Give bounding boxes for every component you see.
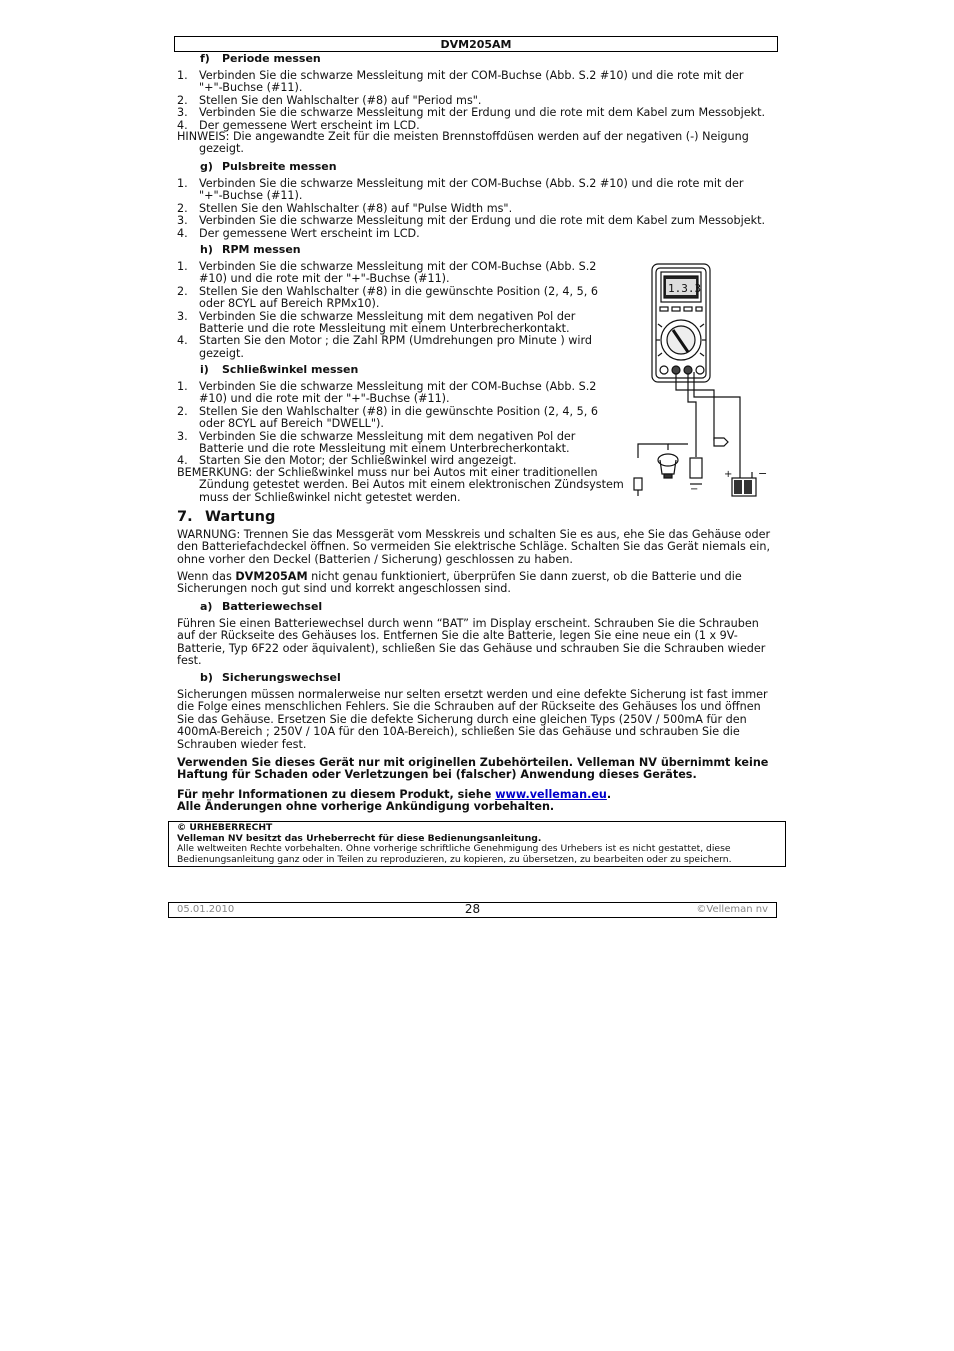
wartung-warning: WARNUNG: Trennen Sie das Messgerät vom Messkreis und schalten Sie es aus, ehe Sie das Gehäuse oder den Batteriefachdeckel öffnen. So vermeiden Sie elektrische Schläge. Schalten Sie das Gerät niemals ein, ohne vorher den Deckel (Batterien / Sicherung) geschlossen zu haben.: [177, 528, 771, 566]
wartung-paragraph: Wenn das DVM205AM nicht genau funktioniert, überprüfen Sie dann zuerst, ob die Batterie und die Sicherungen noch gut sind und korrekt angeschlossen sind.: [177, 570, 742, 596]
section-b-text: Sicherungen müssen normalerweise nur selten ersetzt werden und eine defekte Sicherung ist fast immer die Folge eines menschlichen Fehlers. Sie die Schrauben auf der Rückseite des Gehäuses los und öffnen Sie das Gehäuse. Ersetzen Sie die defekte Sicherung durch eine gleichen Typs (250V / 500mA für den 400mA-Bereich ; 250V / 10A für den 10A-Bereich), schließen Sie das Gehäuse und schrauben Sie die Schrauben wieder fest.: [177, 688, 768, 751]
multimeter-wiring-diagram-icon: [628, 262, 774, 502]
section-i-list: [177, 381, 611, 468]
section-a-letter: a): [200, 600, 213, 613]
section-i-letter: i): [200, 363, 209, 376]
changes-note: Alle Änderungen ohne vorherige Ankündigung vorbehalten.: [177, 800, 555, 813]
list-item: 3. Verbinden Sie die schwarze Messleitung mit dem negativen Pol der Batterie und die rote Messleitung mit einem Unterbrecherkontakt.: [177, 309, 576, 336]
wiring-diagram-svg: [628, 262, 774, 502]
svg-text:1.3.3: 1.3.3: [668, 282, 702, 295]
list-item: 4. Der gemessene Wert erscheint im LCD.: [177, 118, 420, 132]
section-g-list: [177, 178, 769, 240]
section-7-heading: [177, 509, 275, 525]
product-name: DVM205AM: [235, 570, 308, 583]
velleman-link[interactable]: www.velleman.eu: [495, 788, 607, 801]
svg-text:−: −: [690, 484, 699, 495]
section-g-letter: g): [200, 160, 213, 173]
section-g-title: Pulsbreite messen: [222, 160, 337, 173]
copyright-title: © URHEBERRECHT: [177, 822, 273, 833]
section-i-heading: [200, 364, 358, 376]
info-note: Für mehr Informationen zu diesem Produkt, siehe www.velleman.eu.: [177, 788, 612, 801]
page-footer: [168, 902, 777, 918]
footer-copyright: ©Velleman nv: [696, 904, 768, 915]
list-item: 1. Verbinden Sie die schwarze Messleitung mit der COM-Buchse (Abb. S.2 #10) und die rote mit der "+"-Buchse (#11).: [177, 177, 744, 203]
section-h-heading: [200, 244, 301, 256]
copyright-subtitle: Velleman NV besitzt das Urheberrecht für diese Bedienungsanleitung.: [177, 832, 542, 844]
copyright-text: Alle weltweiten Rechte vorbehalten. Ohne vorherige schriftliche Genehmigung des Urhebers ist es nicht gestattet, diese Bedienungsanleitung ganz oder in Teilen zu reproduzieren, zu kopieren, zu übersetzen, zu bearbeiten oder zu speichern.: [177, 843, 732, 865]
section-i-title: Schließwinkel messen: [222, 363, 359, 376]
header-title: DVM205AM: [440, 38, 512, 51]
section-f-heading: [200, 53, 321, 65]
section-7-title: Wartung: [205, 509, 276, 525]
section-7-number: 7.: [177, 509, 193, 525]
list-item: 2. Stellen Sie den Wahlschalter (#8) auf "Period ms".: [177, 93, 482, 107]
section-h-letter: h): [200, 243, 213, 256]
list-item: 3. Verbinden Sie die schwarze Messleitung mit der Erdung und die rote mit dem Kabel zum Messobjekt.: [177, 106, 766, 120]
section-f-letter: f): [200, 52, 210, 65]
list-item: 1. Verbinden Sie die schwarze Messleitung mit der COM-Buchse (Abb. S.2 #10) und die rote mit der "+"-Buchse (#11).: [177, 69, 744, 95]
list-item: 4. Der gemessene Wert erscheint im LCD.: [177, 226, 420, 240]
list-item: 2. Stellen Sie den Wahlschalter (#8) auf "Pulse Width ms".: [177, 201, 513, 215]
list-item: 1. Verbinden Sie die schwarze Messleitung mit der COM-Buchse (Abb. S.2 #10) und die rote mit der "+"-Buchse (#11).: [177, 260, 597, 286]
liability-note: Verwenden Sie dieses Gerät nur mit originellen Zubehörteilen. Velleman NV übernimmt keine Haftung für Schaden oder Verletzungen bei (falscher) Anwendung dieses Gerätes.: [177, 756, 769, 782]
list-item: 4. Starten Sie den Motor ; die Zahl RPM (Umdrehungen pro Minute ) wird gezeigt.: [177, 334, 592, 360]
list-item: 2. Stellen Sie den Wahlschalter (#8) in die gewünschte Position (2, 4, 5, 6 oder 8CYL auf Bereich RPMx10).: [177, 284, 598, 311]
svg-text:−: −: [758, 467, 768, 480]
section-b-title: Sicherungswechsel: [222, 671, 341, 684]
section-h-title: RPM messen: [222, 243, 301, 256]
section-a-text: Führen Sie einen Batteriewechsel durch wenn “BAT” im Display erscheint. Schrauben Sie die Schrauben auf der Rückseite des Gehäuses los. Entfernen Sie die alte Batterie, legen Sie eine neue ein (1 x 9V-Batterie, Typ 6F22 oder äquivalent), schließen Sie das Gehäuse und schrauben Sie die Schrauben wieder fest.: [177, 617, 766, 668]
svg-text:+: +: [724, 469, 733, 480]
copyright-box: [168, 821, 786, 867]
list-item: 2. Stellen Sie den Wahlschalter (#8) in die gewünschte Position (2, 4, 5, 6 oder 8CYL auf Bereich "DWELL").: [177, 404, 598, 431]
list-item: 4. Starten Sie den Motor; der Schließwinkel wird angezeigt.: [177, 454, 517, 468]
footer-date: 05.01.2010: [177, 904, 235, 915]
list-item: 3. Verbinden Sie die schwarze Messleitung mit dem negativen Pol der Batterie und die rote Messleitung mit einem Unterbrecherkontakt.: [177, 429, 576, 456]
section-f-list: [177, 70, 769, 132]
section-f-title: Periode messen: [222, 52, 321, 65]
page-number: 28: [464, 902, 481, 916]
section-g-heading: [200, 161, 337, 173]
section-h-list: [177, 261, 611, 360]
list-item: 3. Verbinden Sie die schwarze Messleitung mit der Erdung und die rote mit dem Kabel zum Messobjekt.: [177, 214, 766, 228]
section-a-heading: [200, 601, 322, 613]
section-f-note: HINWEIS: Die angewandte Zeit für die meisten Brennstoffdüsen werden auf der negativen (-) Neigung gezeigt.: [177, 130, 749, 156]
section-a-title: Batteriewechsel: [222, 600, 323, 613]
section-i-note: BEMERKUNG: der Schließwinkel muss nur bei Autos mit einer traditionellen Zündung getestet werden. Bei Autos mit einem elektronischen Zündsystem muss der Schließwinkel nicht getestet werden.: [177, 466, 624, 504]
section-b-heading: [200, 672, 341, 684]
section-b-letter: b): [200, 671, 213, 684]
document-header: [174, 36, 778, 52]
list-item: 1. Verbinden Sie die schwarze Messleitung mit der COM-Buchse (Abb. S.2 #10) und die rote mit der "+"-Buchse (#11).: [177, 380, 597, 406]
